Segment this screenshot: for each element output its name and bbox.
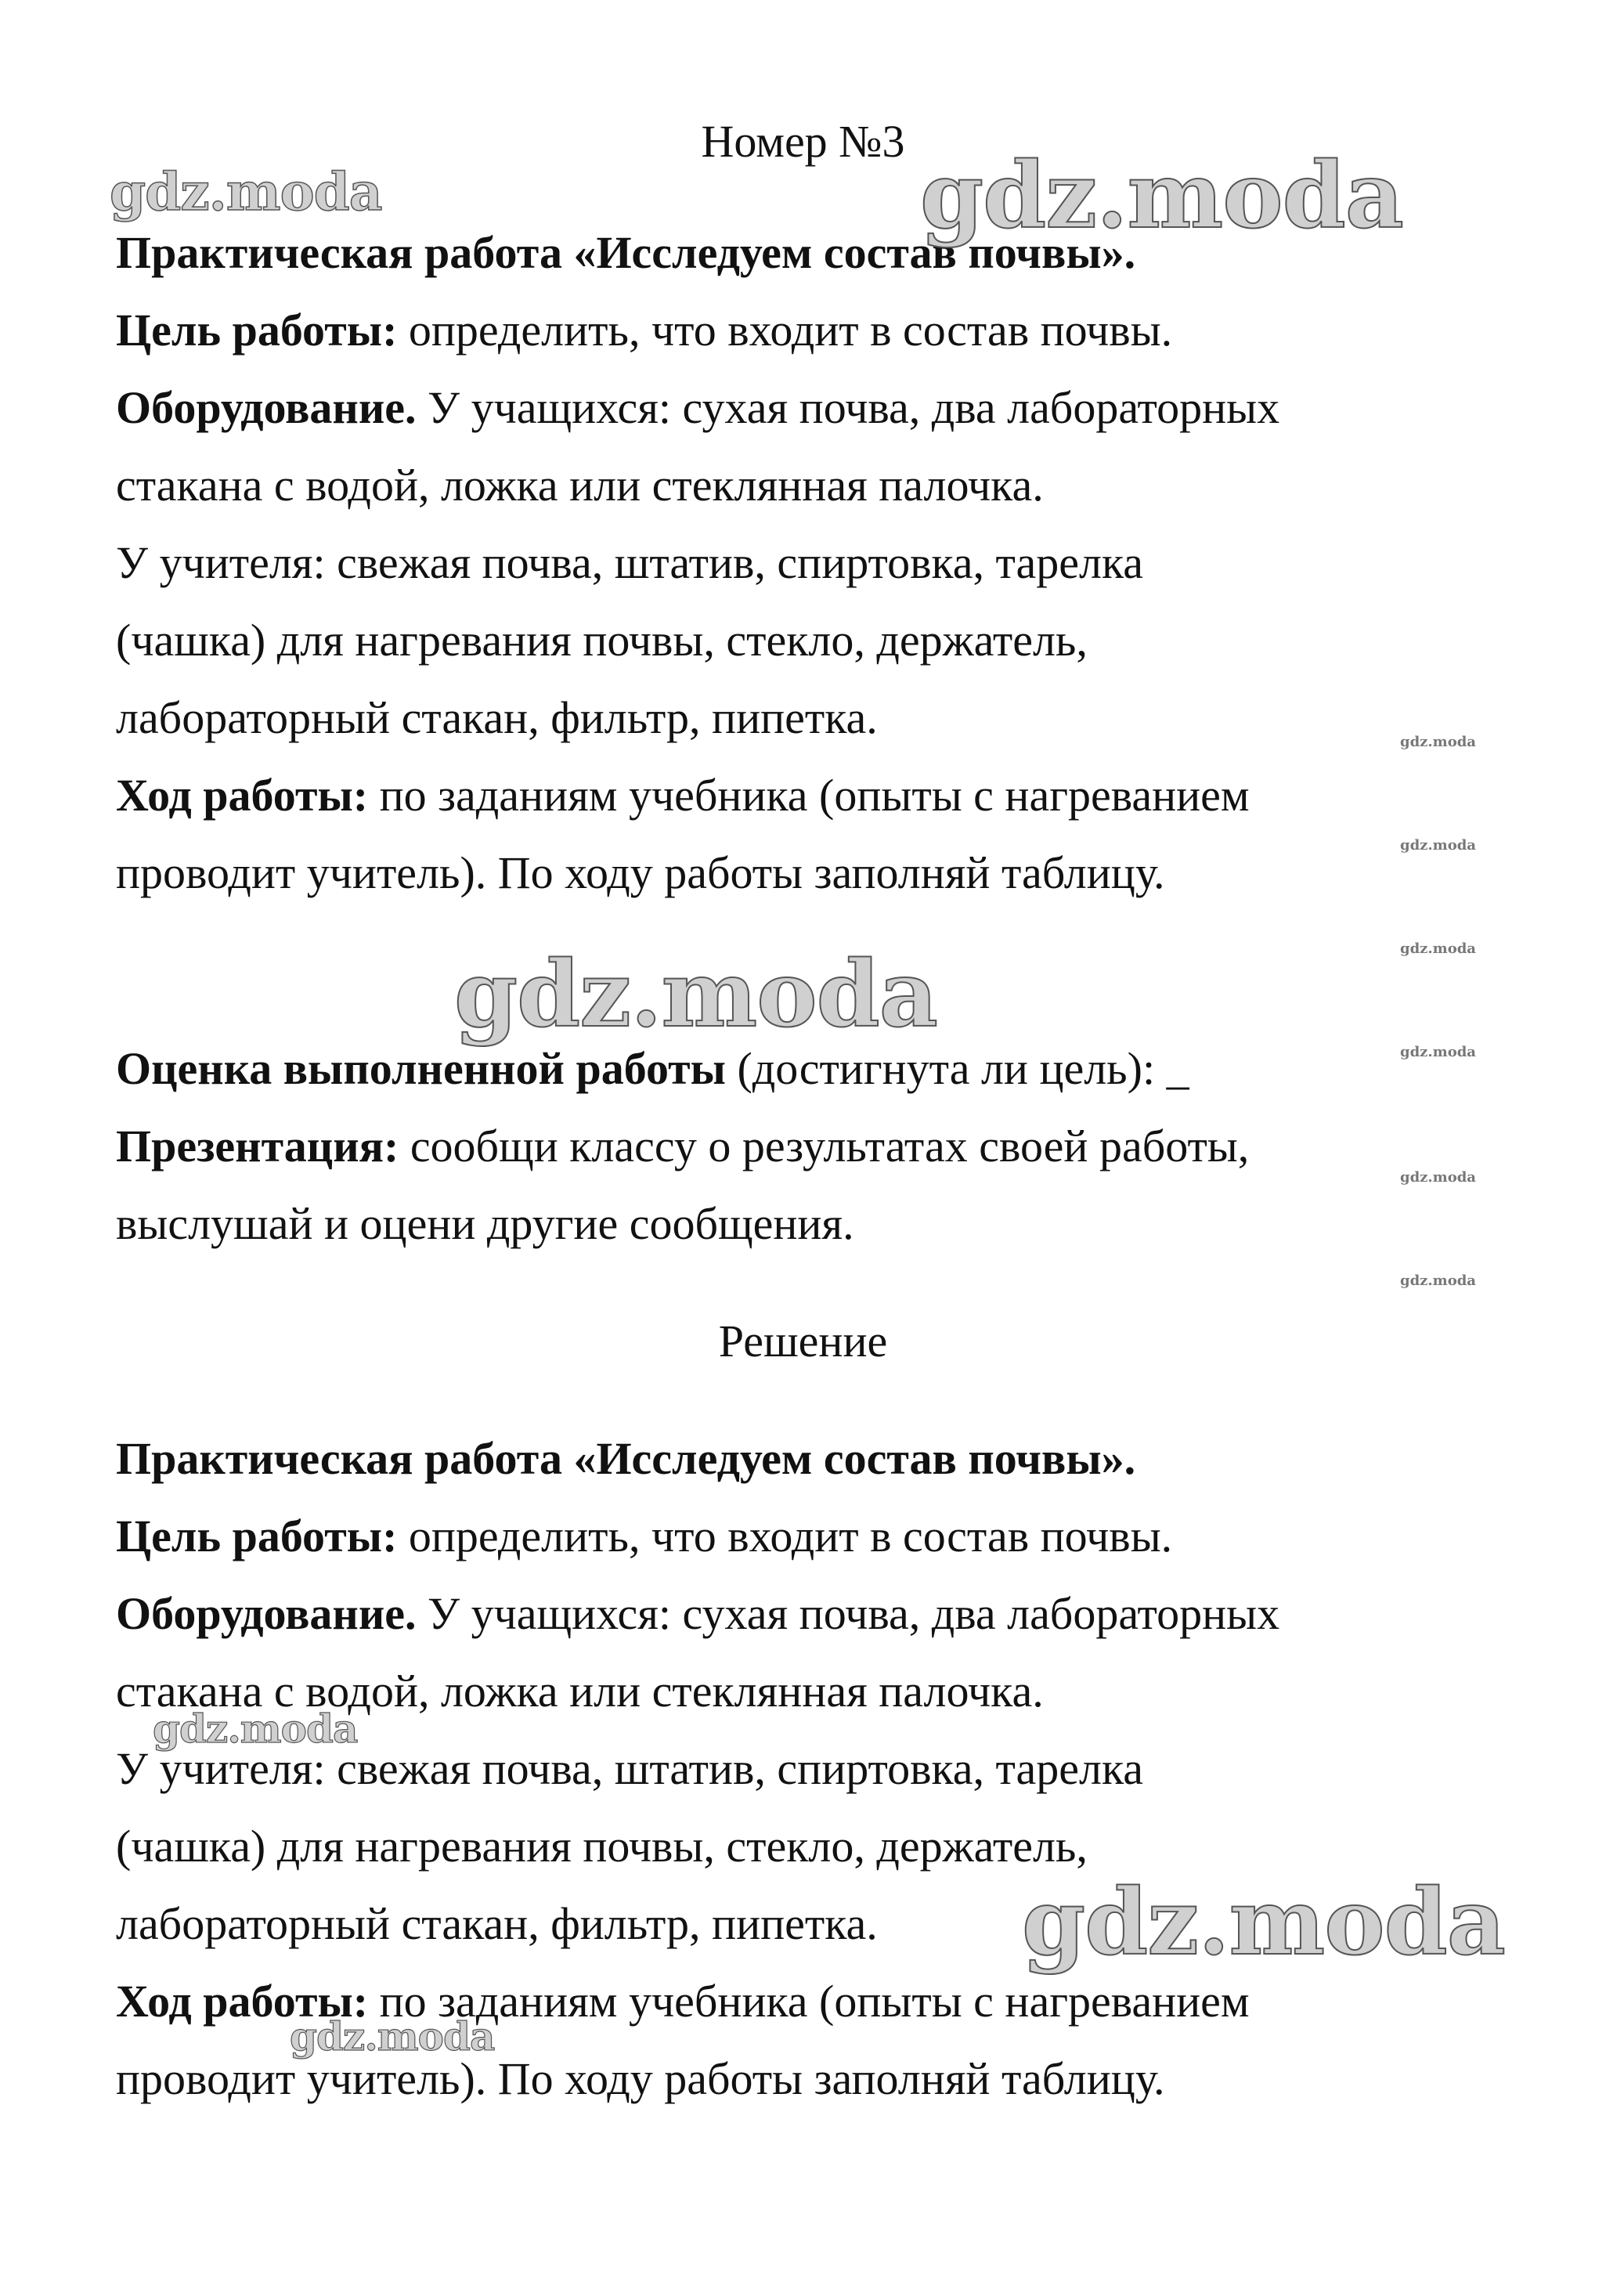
watermark-logo: gdz.moda: [1022, 1869, 1505, 1976]
solution-goal: [116, 1509, 1494, 1564]
watermark-logo: gdz.moda: [110, 161, 382, 222]
solution-title: [116, 1431, 1494, 1486]
watermark-small: gdz.moda: [1400, 1169, 1476, 1186]
task-equipment-line1: У учащихся: сухая почва, два лабораторных: [416, 382, 1280, 433]
task-evaluation: [116, 1042, 1494, 1096]
watermark-small: gdz.moda: [1400, 1044, 1476, 1060]
task-evaluation-label: Оценка выполненной работы: [116, 1043, 726, 1094]
watermark-logo: gdz.moda: [920, 143, 1403, 249]
task-procedure: [116, 768, 1494, 823]
watermark-small: gdz.moda: [1400, 734, 1476, 750]
task-teacher-line3: лабораторный стакан, фильтр, пипетка.: [116, 692, 878, 743]
solution-heading: Решение: [718, 1316, 888, 1366]
solution-equipment-line2: стакана с водой, ложка или стеклянная палочка.: [116, 1666, 1044, 1717]
solution-goal-label: Цель работы:: [116, 1511, 398, 1561]
task-presentation-line1: сообщи классу о результатах своей работы,: [399, 1121, 1250, 1171]
task-procedure-line1: по заданиям учебника (опыты с нагреванием: [368, 770, 1250, 821]
solution-equipment-label: Оборудование.: [116, 1588, 417, 1639]
task-equipment-label: Оборудование.: [116, 382, 417, 433]
task-teacher-line2: (чашка) для нагревания почвы, стекло, держатель,: [116, 615, 1088, 666]
task-goal-text: определить, что входит в состав почвы.: [397, 305, 1173, 356]
solution-title-text: Практическая работа «Исследуем состав почвы».: [116, 1433, 1136, 1484]
task-equipment: [116, 381, 1494, 435]
page-title: Номер №3: [701, 116, 905, 167]
solution-procedure-line2: проводит учитель). По ходу работы заполняй таблицу.: [116, 2053, 1165, 2104]
watermark-small: gdz.moda: [1400, 940, 1476, 957]
solution-equipment-line1: У учащихся: сухая почва, два лабораторных: [416, 1588, 1280, 1639]
solution-procedure-label: Ход работы:: [116, 1976, 369, 2027]
solution-procedure-line1: по заданиям учебника (опыты с нагреванием: [368, 1976, 1250, 2027]
watermark-logo: gdz.moda: [290, 2013, 495, 2060]
solution-teacher-line3: лабораторный стакан, фильтр, пипетка.: [116, 1898, 878, 1949]
task-procedure-label: Ход работы:: [116, 770, 369, 821]
task-procedure-line2: проводит учитель). По ходу работы заполняй таблицу.: [116, 847, 1165, 898]
solution-equipment: [116, 1587, 1494, 1641]
task-equipment-line2: стакана с водой, ложка или стеклянная палочка.: [116, 460, 1044, 511]
watermark-logo: gdz.moda: [153, 1706, 358, 1752]
solution-teacher-line2: (чашка) для нагревания почвы, стекло, держатель,: [116, 1821, 1088, 1872]
watermark-logo: gdz.moda: [454, 941, 937, 1048]
watermark-small: gdz.moda: [1400, 837, 1476, 854]
task-title-text: Практическая работа «Исследуем состав почвы».: [116, 227, 1136, 278]
task-presentation-label: Презентация:: [116, 1121, 399, 1171]
watermark-small: gdz.moda: [1400, 1273, 1476, 1289]
task-presentation-line2: выслушай и оцени другие сообщения.: [116, 1198, 854, 1249]
task-teacher-line1: У учителя: свежая почва, штатив, спиртовка, тарелка: [116, 537, 1144, 588]
solution-teacher-line1: У учителя: свежая почва, штатив, спиртовка, тарелка: [116, 1743, 1144, 1794]
task-goal-label: Цель работы:: [116, 305, 398, 356]
task-evaluation-text: (достигнута ли цель): _: [725, 1043, 1189, 1094]
task-goal: [116, 303, 1494, 358]
task-presentation: [116, 1119, 1494, 1174]
solution-goal-text: определить, что входит в состав почвы.: [397, 1511, 1173, 1561]
